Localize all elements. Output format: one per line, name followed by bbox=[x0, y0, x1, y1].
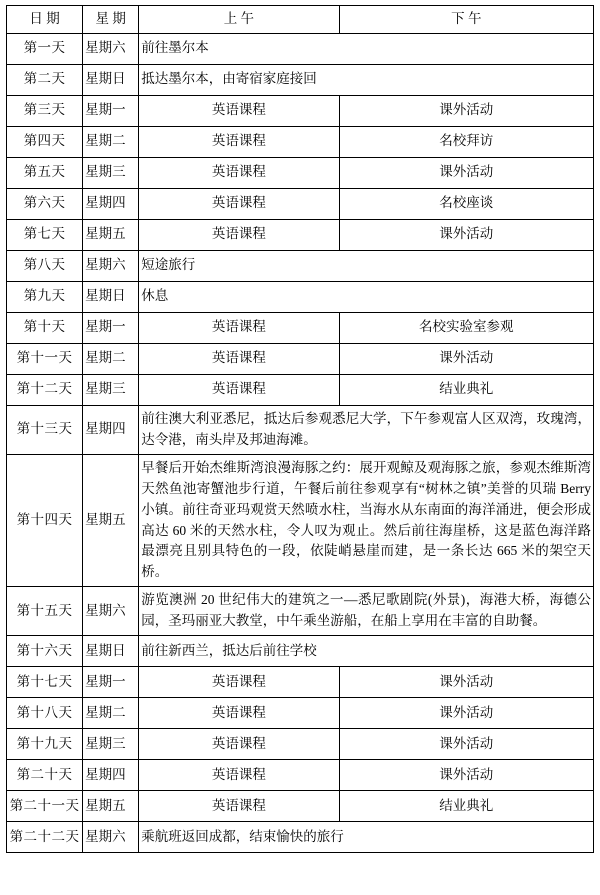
cell-morning: 英语课程 bbox=[139, 126, 339, 157]
cell-weekday: 星期一 bbox=[83, 667, 139, 698]
table-header bbox=[7, 6, 594, 34]
cell-morning: 英语课程 bbox=[139, 698, 339, 729]
cell-morning: 英语课程 bbox=[139, 791, 339, 822]
cell-morning: 英语课程 bbox=[139, 188, 339, 219]
table-row bbox=[7, 250, 594, 281]
cell-weekday: 星期三 bbox=[83, 729, 139, 760]
cell-date: 第二十二天 bbox=[7, 822, 83, 853]
cell-weekday: 星期四 bbox=[83, 405, 139, 454]
cell-date: 第十二天 bbox=[7, 374, 83, 405]
cell-date: 第十八天 bbox=[7, 698, 83, 729]
cell-weekday: 星期五 bbox=[83, 219, 139, 250]
table-body bbox=[7, 33, 594, 852]
cell-date: 第十一天 bbox=[7, 343, 83, 374]
cell-note: 乘航班返回成都，结束愉快的旅行 bbox=[139, 822, 594, 853]
table-row bbox=[7, 667, 594, 698]
table-row bbox=[7, 95, 594, 126]
column-header-weekday: 星 期 bbox=[83, 6, 139, 34]
cell-date: 第十六天 bbox=[7, 636, 83, 667]
cell-note: 抵达墨尔本，由寄宿家庭接回 bbox=[139, 64, 594, 95]
table-row bbox=[7, 188, 594, 219]
cell-afternoon: 结业典礼 bbox=[339, 374, 593, 405]
cell-date: 第十九天 bbox=[7, 729, 83, 760]
cell-date: 第六天 bbox=[7, 188, 83, 219]
cell-weekday: 星期二 bbox=[83, 343, 139, 374]
cell-weekday: 星期四 bbox=[83, 760, 139, 791]
cell-date: 第五天 bbox=[7, 157, 83, 188]
cell-afternoon: 名校拜访 bbox=[339, 126, 593, 157]
cell-morning: 英语课程 bbox=[139, 343, 339, 374]
cell-morning: 英语课程 bbox=[139, 312, 339, 343]
table-row bbox=[7, 126, 594, 157]
cell-morning: 英语课程 bbox=[139, 760, 339, 791]
cell-note: 前往墨尔本 bbox=[139, 33, 594, 64]
cell-date: 第四天 bbox=[7, 126, 83, 157]
table-header-row bbox=[7, 6, 594, 34]
cell-note: 前往新西兰，抵达后前往学校 bbox=[139, 636, 594, 667]
cell-morning: 英语课程 bbox=[139, 729, 339, 760]
cell-afternoon: 课外活动 bbox=[339, 760, 593, 791]
cell-afternoon: 课外活动 bbox=[339, 729, 593, 760]
cell-weekday: 星期三 bbox=[83, 374, 139, 405]
table-row bbox=[7, 791, 594, 822]
cell-note: 休息 bbox=[139, 281, 594, 312]
cell-date: 第九天 bbox=[7, 281, 83, 312]
table-row bbox=[7, 822, 594, 853]
cell-date: 第八天 bbox=[7, 250, 83, 281]
cell-weekday: 星期六 bbox=[83, 33, 139, 64]
table-row bbox=[7, 636, 594, 667]
table-row bbox=[7, 698, 594, 729]
cell-weekday: 星期日 bbox=[83, 64, 139, 95]
cell-weekday: 星期一 bbox=[83, 95, 139, 126]
cell-weekday: 星期二 bbox=[83, 126, 139, 157]
cell-date: 第十三天 bbox=[7, 405, 83, 454]
table-row bbox=[7, 312, 594, 343]
table-row bbox=[7, 281, 594, 312]
cell-weekday: 星期五 bbox=[83, 454, 139, 587]
cell-weekday: 星期三 bbox=[83, 157, 139, 188]
cell-date: 第十七天 bbox=[7, 667, 83, 698]
cell-date: 第十五天 bbox=[7, 587, 83, 636]
table-row bbox=[7, 219, 594, 250]
cell-weekday: 星期日 bbox=[83, 636, 139, 667]
table-row bbox=[7, 454, 594, 587]
cell-weekday: 星期六 bbox=[83, 587, 139, 636]
cell-morning: 英语课程 bbox=[139, 219, 339, 250]
cell-afternoon: 课外活动 bbox=[339, 95, 593, 126]
cell-description: 游览澳洲 20 世纪伟大的建筑之一—悉尼歌剧院(外景)，海港大桥，海德公园，圣玛丽亚大教堂，中午乘坐游船，在船上享用在丰富的自助餐。 bbox=[139, 587, 594, 636]
cell-morning: 英语课程 bbox=[139, 95, 339, 126]
cell-afternoon: 课外活动 bbox=[339, 343, 593, 374]
table-row bbox=[7, 157, 594, 188]
cell-morning: 英语课程 bbox=[139, 667, 339, 698]
cell-note: 短途旅行 bbox=[139, 250, 594, 281]
cell-date: 第二十天 bbox=[7, 760, 83, 791]
cell-afternoon: 课外活动 bbox=[339, 157, 593, 188]
table-row bbox=[7, 729, 594, 760]
cell-description: 前往澳大利亚悉尼，抵达后参观悉尼大学，下午参观富人区双湾，玫瑰湾，达令港，南头岸及邦迪海滩。 bbox=[139, 405, 594, 454]
cell-date: 第三天 bbox=[7, 95, 83, 126]
table-row bbox=[7, 374, 594, 405]
column-header-afternoon: 下 午 bbox=[339, 6, 593, 34]
table-row bbox=[7, 33, 594, 64]
cell-date: 第七天 bbox=[7, 219, 83, 250]
cell-weekday: 星期六 bbox=[83, 822, 139, 853]
cell-afternoon: 课外活动 bbox=[339, 698, 593, 729]
cell-afternoon: 结业典礼 bbox=[339, 791, 593, 822]
cell-weekday: 星期日 bbox=[83, 281, 139, 312]
cell-morning: 英语课程 bbox=[139, 157, 339, 188]
cell-weekday: 星期一 bbox=[83, 312, 139, 343]
column-header-morning: 上 午 bbox=[139, 6, 339, 34]
cell-afternoon: 课外活动 bbox=[339, 219, 593, 250]
cell-description: 早餐后开始杰维斯湾浪漫海豚之约：展开观鲸及观海豚之旅，参观杰维斯湾天然鱼池寄蟹池步行道，午餐后前往参观享有“树林之镇”美誉的贝瑞 Berry 小镇。前往奇亚玛观赏天然喷水柱，当海水从东南面的海洋涌进，便会形成高达 60 米的天然水柱，令人叹为观止。然后前往海崖桥，这是蓝色海洋路最漂亮且别具特色的一段，依陡峭悬崖而建，是一条长达 665 米的架空天桥。 bbox=[139, 454, 594, 587]
cell-weekday: 星期六 bbox=[83, 250, 139, 281]
cell-morning: 英语课程 bbox=[139, 374, 339, 405]
cell-date: 第十四天 bbox=[7, 454, 83, 587]
cell-afternoon: 名校座谈 bbox=[339, 188, 593, 219]
table-row bbox=[7, 760, 594, 791]
table-row bbox=[7, 405, 594, 454]
cell-afternoon: 课外活动 bbox=[339, 667, 593, 698]
cell-date: 第一天 bbox=[7, 33, 83, 64]
cell-weekday: 星期二 bbox=[83, 698, 139, 729]
cell-afternoon: 名校实验室参观 bbox=[339, 312, 593, 343]
cell-date: 第十天 bbox=[7, 312, 83, 343]
cell-weekday: 星期四 bbox=[83, 188, 139, 219]
cell-date: 第二十一天 bbox=[7, 791, 83, 822]
table-row bbox=[7, 343, 594, 374]
itinerary-table bbox=[6, 5, 594, 853]
table-row bbox=[7, 64, 594, 95]
cell-weekday: 星期五 bbox=[83, 791, 139, 822]
table-row bbox=[7, 587, 594, 636]
cell-date: 第二天 bbox=[7, 64, 83, 95]
column-header-date: 日 期 bbox=[7, 6, 83, 34]
